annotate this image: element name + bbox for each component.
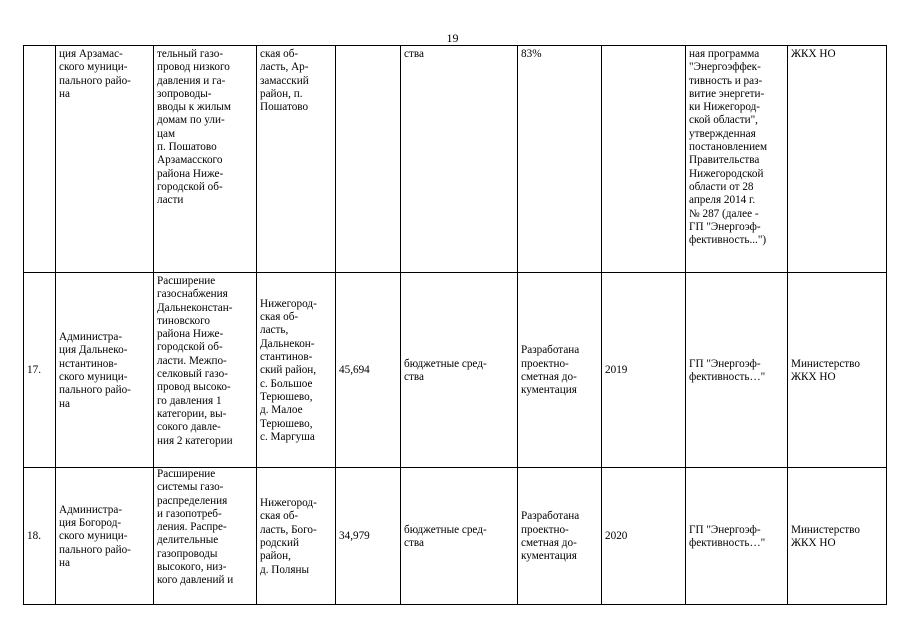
amount-cell: 45,694: [336, 273, 401, 468]
program-cell: ГП "Энергоэф- фективность…": [686, 273, 788, 468]
description-clip: Расширение системы газо- распределения и газопотреб- ления. Распре- делительные газопроводы высокого, низ- кого давлений и: [157, 468, 234, 587]
status-cell: Разработана проектно- сметная до- кументация: [518, 273, 602, 468]
funding-source-cell: ства: [401, 46, 518, 273]
year-cell: 2020: [602, 468, 686, 605]
row-number-cell: [24, 46, 56, 273]
amount-cell: 34,979: [336, 468, 401, 605]
ministry-cell: Министерство ЖКХ НО: [788, 273, 887, 468]
recipient-cell: Администра- ция Дальнеко- нстантинов- ского муници- пального райо- на: [56, 273, 154, 468]
funding-source-cell: бюджетные сред- ства: [401, 273, 518, 468]
program-cell: ная программа "Энергоэффек- тивность и раз- витие энергети- ки Нижегород- ской области", утвержденная постановлением Правительства Нижегородской области от 28 апреля 2014 г. № 287 (далее - ГП "Энергоэф- фективность..."): [686, 46, 788, 273]
year-cell: [602, 46, 686, 273]
recipient-cell: Администра- ция Богород- ского муници- пального райо- на: [56, 468, 154, 605]
recipient-cell: ция Арзамас- ского муници- пального райо- на: [56, 46, 154, 273]
table-row: [24, 46, 887, 273]
location-cell: ская об- ласть, Ар- замасский район, п. Пошатово: [257, 46, 336, 273]
description-cell: тельный газо- провод низкого давления и га- зопроводы- вводы к жилым домам по ули- цам п. Пошатово Арзамасского района Ниже- городской об- ласти: [154, 46, 257, 273]
program-cell: ГП "Энергоэф- фективность…": [686, 468, 788, 605]
row-number-cell: 17.: [24, 273, 56, 468]
ministry-cell: Министерство ЖКХ НО: [788, 468, 887, 605]
status-cell: Разработана проектно- сметная до- кументация: [518, 468, 602, 605]
program-table: [23, 45, 887, 605]
page-number: 19: [446, 31, 459, 45]
ministry-cell: ЖКХ НО: [788, 46, 887, 273]
status-cell: 83%: [518, 46, 602, 273]
amount-cell: [336, 46, 401, 273]
table-row: [24, 468, 887, 605]
location-cell: Нижегород- ская об- ласть, Бого- родский район, д. Поляны: [257, 468, 336, 605]
description-cell: [154, 468, 257, 605]
year-cell: 2019: [602, 273, 686, 468]
description-cell: Расширение газоснабжения Дальнеконстан- тиновского района Ниже- городской об- ласти. Межпо- селковый газо- провод высоко- го давления 1 категории, вы- сокого давле- ния 2 категории: [154, 273, 257, 468]
table-row: [24, 273, 887, 468]
row-number-cell: 18.: [24, 468, 56, 605]
funding-source-cell: бюджетные сред- ства: [401, 468, 518, 605]
location-cell: Нижегород- ская об- ласть, Дальнекон- стантинов- ский район, с. Большое Терюшево, д. Малое Терюшево, с. Маргуша: [257, 273, 336, 468]
